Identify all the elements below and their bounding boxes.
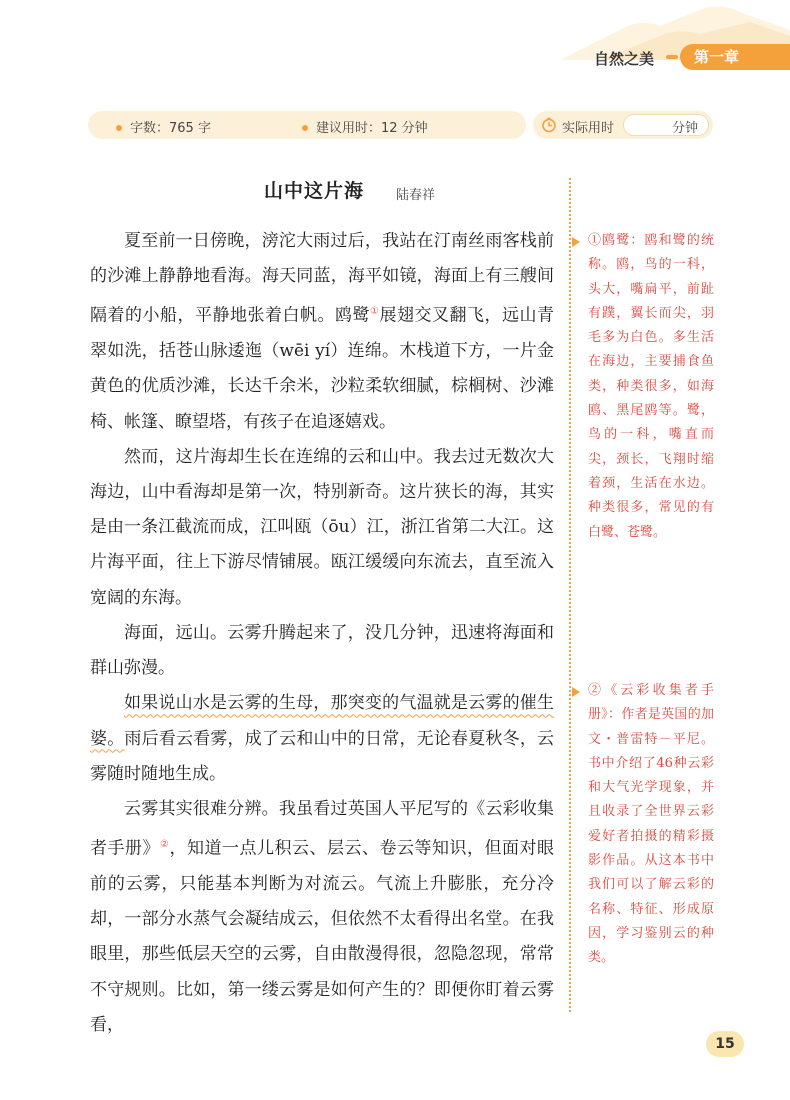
note-pointer-icon [572,237,580,247]
paragraph-text: 夏至前一日傍晚，滂沱大雨过后，我站在汀南丝雨客栈前的沙滩上静静地看海。海天同蓝，海平如镜，海面上有三艘间隔着的小船，平静地张着白帆。鸥鹭 [90,231,554,327]
word-count [116,117,211,136]
paragraph-text: 雨后看云看雾，成了云和山中的日常，无论春夏秋冬，云雾随时随地生成。 [90,728,555,784]
chapter-tab: 第一章 [680,44,790,70]
paragraph-text: 展翅交叉翻飞，远山青翠如洗，括苍山脉逶迤（wēi yí）连绵。木栈道下方，一片金黄色的优质沙滩，长达千余米，沙粒柔软细腻，棕榈树、沙滩椅、帐篷、瞭望塔，有孩子在追逐嬉戏。 [90,306,555,432]
section-title: 自然之美 [594,50,655,68]
footnote-marker: ② [160,839,170,851]
reading-info-bar [88,111,526,139]
paragraph-text: ，知道一点儿积云、层云、卷云等知识，但面对眼前的云雾，只能基本判断为对流云。气流上升膨胀，充分冷却，一部分水蒸气会凝结成云，但依然不太看得出名堂。在我眼里，那些低层天空的云雾，自由散漫得很，忽隐忽现，常常不守规则。比如，第一缕云雾是如何产生的？即便你盯着云雾看， [90,838,555,1035]
paragraph [90,686,554,792]
paragraph [90,616,554,686]
page-number: 15 [706,1031,744,1057]
bullet-icon [302,125,308,131]
suggested-time [302,117,428,136]
footnote-2: ②《云彩收集者手册》：作者是英国的加文・普雷特－平尼。书中介绍了46种云彩和大气光学现象，并且收录了全世界云彩爱好者拍摄的精彩摄影作品。从这本书中我们可以了解云彩的名称、特征、形成原因，学习鉴别云的种类。 [588,683,714,966]
paragraph-text: 云雾其实很难分辨。我虽看过英国人平尼写的《云彩收集者手册》 [90,798,554,859]
paragraph [90,440,554,616]
suggested-time-text: 建议用时：12 分钟 [316,121,428,136]
paragraph [90,224,554,440]
article-title: 山中这片海 [264,180,365,202]
clock-icon [541,117,557,133]
footnote-1: ①鸥鹭：鸥和鹭的统称。鸥，鸟的一科，头大，嘴扁平，前趾有蹼，翼长而尖，羽毛多为白色。多生活在海边，主要捕食鱼类，种类很多，如海鸥、黑尾鸥等。鹭，鸟的一科，嘴直而尖，颈长，飞翔时缩着颈，生活在水边。种类很多，常见的有白鹭、苍鹭。 [588,233,714,540]
note-pointer-icon [572,687,580,697]
bullet-icon [116,125,122,131]
actual-time-input[interactable] [623,114,709,136]
actual-time-unit: 分钟 [671,121,698,136]
article-body [90,224,554,1043]
footnote-marker: ① [370,306,380,318]
paragraph [90,792,554,1043]
word-count-text: 字数：765 字 [130,121,211,136]
paragraph-text: 然而，这片海却生长在连绵的云和山中。我去过无数次大海边，山中看海却是第一次，特别新奇。这片狭长的海，其实是由一条江截流而成，江叫瓯（ōu）江，浙江省第二大江。这片海平面，往上下游尽情铺展。瓯江缓缓向东流去，直至流入宽阔的东海。 [90,446,554,608]
actual-time-label: 实际用时 [562,121,615,136]
article-author: 陆春祥 [396,188,436,203]
paragraph-text: 海面，远山。云雾升腾起来了，没几分钟，迅速将海面和群山弥漫。 [90,622,554,679]
actual-time-box [533,111,713,139]
margin-divider [569,178,571,1012]
underlined-sentence: 如果说山水是云雾的生母，那突变的气温就是云雾的催生婆。 [90,693,554,749]
